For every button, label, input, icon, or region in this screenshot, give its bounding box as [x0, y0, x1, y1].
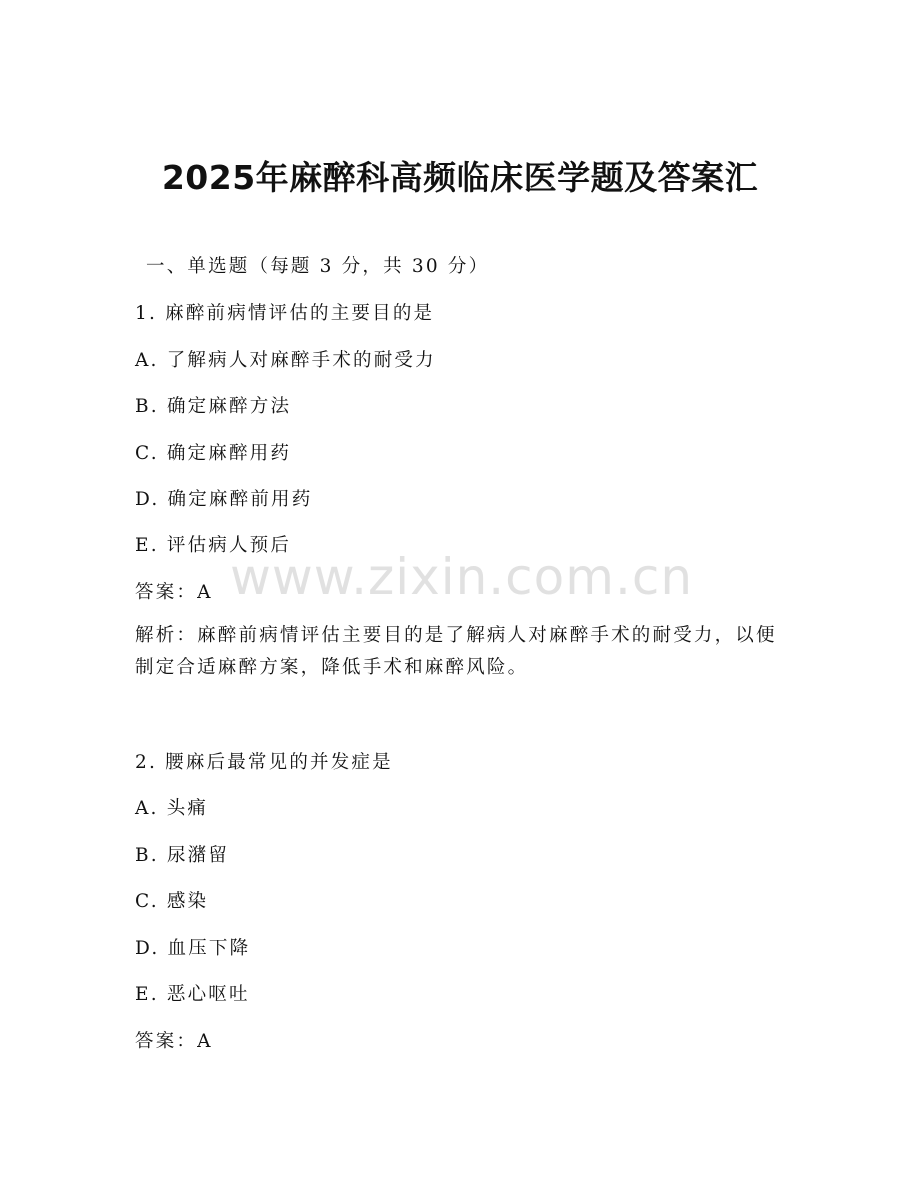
document-title: 2025年麻醉科高频临床医学题及答案汇	[161, 158, 759, 197]
question-2-option-b: B. 尿潴留	[135, 845, 230, 866]
question-1-option-e: E. 评估病人预后	[135, 535, 292, 556]
question-1-stem: 1. 麻醉前病情评估的主要目的是	[135, 303, 435, 324]
watermark-text: www.zixin.com.cn	[230, 548, 694, 606]
question-2-option-a: A. 头痛	[135, 798, 209, 819]
question-1-answer: 答案：A	[135, 582, 213, 603]
question-2-answer: 答案：A	[135, 1031, 213, 1052]
question-2-option-e: E. 恶心呕吐	[135, 984, 250, 1005]
question-2-stem: 2. 腰麻后最常见的并发症是	[135, 752, 393, 773]
question-1-analysis: 解析：麻醉前病情评估主要目的是了解病人对麻醉手术的耐受力，以便制定合适麻醉方案，降低手术和麻醉风险。	[135, 625, 777, 678]
section-heading: 一、单选题（每题 3 分，共 30 分）	[146, 256, 490, 277]
question-1-option-a: A. 了解病人对麻醉手术的耐受力	[135, 350, 436, 371]
question-1-option-c: C. 确定麻醉用药	[135, 443, 292, 464]
question-2-option-c: C. 感染	[135, 891, 209, 912]
question-1-option-d: D. 确定麻醉前用药	[135, 489, 313, 510]
question-1-option-b: B. 确定麻醉方法	[135, 396, 292, 417]
question-2-option-d: D. 血压下降	[135, 938, 251, 959]
